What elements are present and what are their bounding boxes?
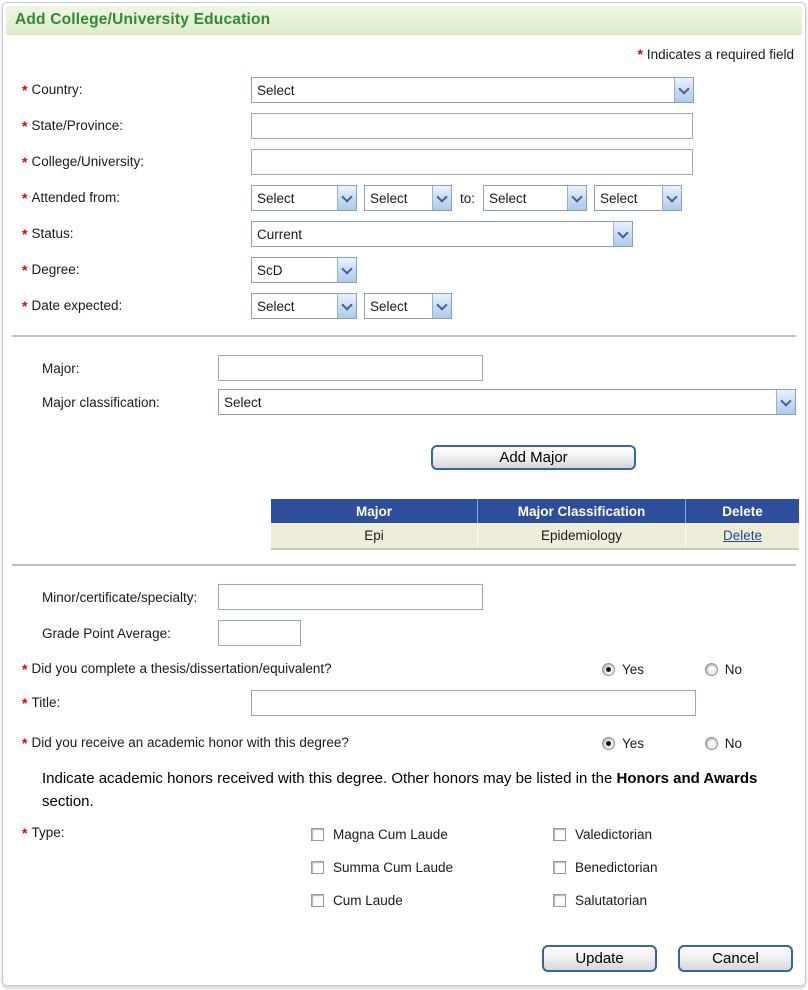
checkbox-icon[interactable]: [311, 894, 324, 907]
date-expected-year-select[interactable]: Select: [364, 293, 452, 319]
attended-to-month-select[interactable]: Select: [483, 185, 587, 211]
chevron-down-icon[interactable]: [337, 294, 356, 318]
required-asterisk: *: [22, 154, 28, 170]
attended-row: [6, 185, 794, 211]
chevron-down-icon[interactable]: [432, 186, 451, 210]
state-input[interactable]: [251, 113, 693, 139]
country-select[interactable]: Select: [251, 77, 694, 103]
minor-input[interactable]: [218, 584, 483, 610]
thesis-question-label: Did you complete a thesis/dissertation/equivalent?: [31, 661, 332, 676]
state-row: [6, 113, 794, 139]
honors-and-awards-bold: Honors and Awards: [616, 770, 758, 787]
details-section: [6, 584, 802, 909]
major-classification-label: Major classification:: [42, 394, 160, 410]
checkbox-icon[interactable]: [553, 861, 566, 874]
classification-column-header: Major Classification: [478, 499, 686, 523]
update-button[interactable]: Update: [542, 945, 657, 972]
required-asterisk: *: [22, 190, 28, 206]
honor-no-option[interactable]: [705, 736, 742, 751]
chevron-down-icon[interactable]: [776, 390, 795, 414]
checkbox-icon[interactable]: [311, 861, 324, 874]
required-asterisk: *: [22, 82, 28, 98]
checkbox-icon[interactable]: [311, 828, 324, 841]
attended-label: Attended from:: [31, 190, 121, 205]
chevron-down-icon[interactable]: [674, 78, 693, 102]
status-row: [6, 221, 794, 247]
add-major-button[interactable]: Add Major: [431, 445, 636, 470]
chevron-down-icon[interactable]: [613, 222, 632, 246]
honors-instruction-note: Indicate academic honors received with this degree. Other honors may be listed in the Honors and Awards section.: [42, 770, 758, 810]
no-label: No: [724, 735, 742, 751]
status-label: Status:: [31, 226, 74, 241]
delete-link[interactable]: Delete: [722, 528, 763, 543]
chevron-down-icon[interactable]: [662, 186, 681, 210]
top-section: [6, 77, 802, 319]
title-row: [6, 690, 794, 716]
attended-from-month-select[interactable]: Select: [251, 185, 357, 211]
gpa-row: [6, 620, 794, 646]
yes-label: Yes: [622, 735, 645, 751]
gpa-label: Grade Point Average:: [42, 625, 171, 641]
minor-label: Minor/certificate/specialty:: [42, 589, 198, 605]
required-asterisk: *: [22, 825, 28, 841]
required-field-note: [6, 35, 802, 62]
thesis-question-row: [6, 658, 794, 680]
required-asterisk: *: [637, 46, 643, 62]
major-label: Major:: [42, 360, 80, 376]
thesis-no-option[interactable]: [705, 662, 742, 677]
state-label: State/Province:: [31, 118, 123, 133]
valedictorian-option[interactable]: Valedictorian: [553, 825, 658, 843]
attended-from-year-select[interactable]: Select: [364, 185, 452, 211]
table-row: [271, 523, 799, 550]
delete-column-header: Delete: [722, 503, 763, 519]
honor-question-row: [6, 732, 794, 754]
benedictorian-option[interactable]: Benedictorian: [553, 858, 658, 876]
to-label: to:: [460, 190, 476, 206]
thesis-radio-group: [602, 662, 742, 677]
chevron-down-icon[interactable]: [432, 294, 451, 318]
major-section: [6, 355, 802, 550]
form-title-bar: [6, 6, 802, 35]
checkbox-icon[interactable]: [553, 828, 566, 841]
radio-unselected-icon[interactable]: [705, 737, 718, 750]
no-label: No: [724, 661, 742, 677]
country-label: Country:: [31, 82, 83, 97]
minor-row: [6, 584, 794, 610]
major-input[interactable]: [218, 355, 483, 381]
degree-row: [6, 257, 794, 283]
majors-table: [271, 499, 799, 550]
honor-yes-option[interactable]: [602, 736, 644, 751]
country-row: [6, 77, 794, 103]
date-expected-row: [6, 293, 794, 319]
honor-type-options: [311, 825, 658, 909]
major-column-header: Major: [271, 499, 478, 523]
salutatorian-option[interactable]: Salutatorian: [553, 891, 658, 909]
yes-label: Yes: [622, 661, 645, 677]
type-label: Type:: [31, 825, 65, 840]
cum-laude-option[interactable]: Cum Laude: [311, 891, 553, 909]
section-divider: [12, 564, 796, 566]
thesis-yes-option[interactable]: [602, 662, 644, 677]
date-expected-month-select[interactable]: Select: [251, 293, 357, 319]
college-input[interactable]: [251, 149, 693, 175]
status-select[interactable]: Current: [251, 221, 633, 247]
gpa-input[interactable]: [218, 620, 301, 646]
major-classification-select[interactable]: Select: [218, 389, 796, 415]
required-asterisk: *: [22, 226, 28, 242]
type-row: [6, 825, 794, 909]
majors-table-header: [271, 499, 799, 523]
date-expected-label: Date expected:: [31, 298, 123, 313]
required-asterisk: *: [22, 661, 28, 677]
radio-selected-icon[interactable]: [602, 737, 615, 750]
form-actions: [542, 945, 793, 972]
title-label: Title:: [31, 695, 61, 710]
radio-unselected-icon[interactable]: [705, 663, 718, 676]
section-divider: [12, 335, 796, 337]
honor-question-label: Did you receive an academic honor with this degree?: [31, 735, 349, 750]
add-education-form: [2, 2, 806, 986]
radio-selected-icon[interactable]: [602, 663, 615, 676]
classification-cell: Epidemiology: [478, 523, 686, 548]
required-asterisk: *: [22, 298, 28, 314]
chevron-down-icon[interactable]: [567, 186, 586, 210]
checkbox-icon[interactable]: [553, 894, 566, 907]
required-asterisk: *: [22, 735, 28, 751]
major-row: [6, 355, 794, 381]
degree-label: Degree:: [31, 262, 80, 277]
required-note-text: Indicates a required field: [646, 46, 794, 62]
chevron-down-icon[interactable]: [337, 186, 356, 210]
summa-cum-laude-option[interactable]: Summa Cum Laude: [311, 858, 553, 876]
college-row: [6, 149, 794, 175]
chevron-down-icon[interactable]: [337, 258, 356, 282]
major-cell: Epi: [271, 523, 478, 548]
title-input[interactable]: [251, 690, 696, 716]
page-title: Add College/University Education: [15, 11, 271, 28]
degree-select[interactable]: ScD: [251, 257, 357, 283]
required-asterisk: *: [22, 262, 28, 278]
college-label: College/University:: [31, 154, 144, 169]
required-asterisk: *: [22, 118, 28, 134]
magna-cum-laude-option[interactable]: Magna Cum Laude: [311, 825, 553, 843]
cancel-button[interactable]: Cancel: [678, 945, 793, 972]
attended-to-year-select[interactable]: Select: [594, 185, 682, 211]
required-asterisk: *: [22, 695, 28, 711]
honor-radio-group: [602, 736, 742, 751]
major-classification-row: [6, 389, 794, 415]
